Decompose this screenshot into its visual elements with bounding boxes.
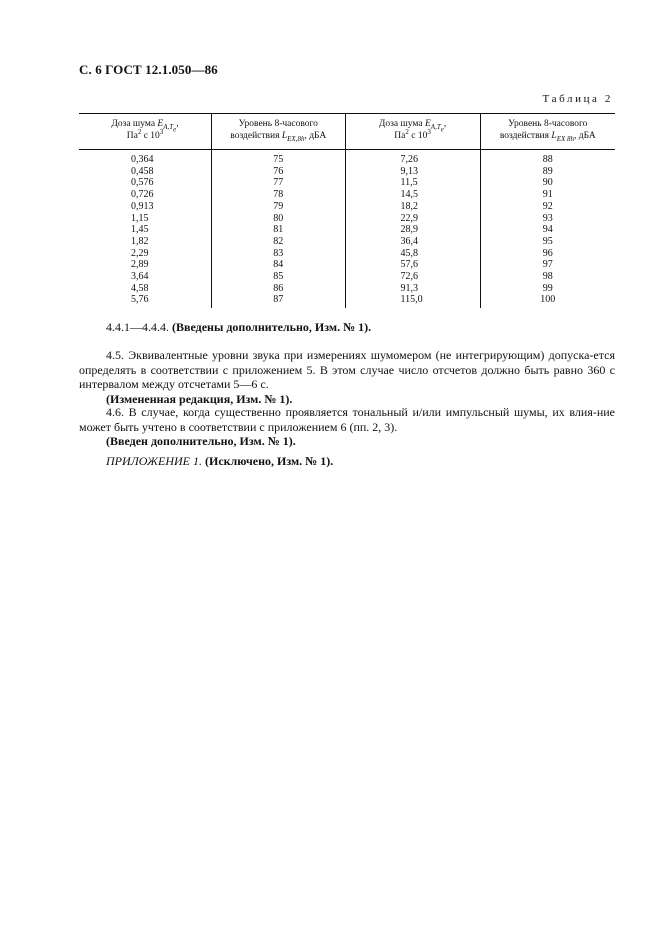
cell-value: 97 bbox=[542, 259, 553, 271]
cell-level-2 bbox=[480, 201, 615, 213]
cell-value: 91,3 bbox=[400, 282, 419, 294]
cell-value: 93 bbox=[542, 212, 553, 224]
cell-level-1 bbox=[212, 166, 346, 178]
cell-level-1 bbox=[212, 201, 346, 213]
header-noise-dose-1: Доза шума $E_{A,T_e}$, $Па^2$ с $10^3$ bbox=[79, 114, 212, 150]
table-row bbox=[79, 259, 615, 271]
section-4-5 bbox=[79, 348, 615, 406]
cell-value: 3,64 bbox=[131, 271, 149, 283]
table-caption: Таблица 2 bbox=[542, 93, 613, 105]
cell-value: 28,9 bbox=[400, 224, 419, 236]
cell-value: 88 bbox=[542, 154, 553, 165]
cell-level-2 bbox=[480, 189, 615, 201]
table-row bbox=[79, 177, 615, 189]
table-row bbox=[79, 189, 615, 201]
cell-dose-1 bbox=[79, 259, 212, 271]
cell-value: 77 bbox=[273, 177, 284, 189]
cell-dose-2 bbox=[345, 236, 480, 248]
table-body bbox=[79, 150, 615, 309]
cell-dose-2 bbox=[345, 224, 480, 236]
cell-value: 0,458 bbox=[131, 165, 154, 177]
cell-dose-2 bbox=[345, 150, 480, 166]
cell-value: 72,6 bbox=[400, 271, 419, 283]
cell-dose-2 bbox=[345, 166, 480, 178]
cell-level-1 bbox=[212, 213, 346, 225]
cell-level-1 bbox=[212, 224, 346, 236]
cell-level-2 bbox=[480, 271, 615, 283]
amendment-note: (Исключено, Изм. № 1). bbox=[204, 454, 334, 468]
cell-dose-1 bbox=[79, 271, 212, 283]
header-exposure-level-1: Уровень 8-часового воздействия $L_{EX,8h}$, дБА bbox=[212, 114, 346, 150]
cell-dose-2 bbox=[345, 201, 480, 213]
cell-dose-2 bbox=[345, 177, 480, 189]
cell-value: 4,58 bbox=[131, 282, 149, 294]
amendment-note: (Введен дополнительно, Изм. № 1). bbox=[106, 434, 296, 448]
cell-level-2 bbox=[480, 150, 615, 166]
cell-value: 18,2 bbox=[400, 200, 419, 212]
table-row bbox=[79, 294, 615, 308]
cell-value: 95 bbox=[542, 235, 553, 247]
cell-value: 91 bbox=[542, 189, 553, 201]
cell-level-1 bbox=[212, 236, 346, 248]
cell-value: 85 bbox=[273, 271, 284, 283]
cell-dose-2 bbox=[345, 283, 480, 295]
cell-value: 82 bbox=[273, 235, 284, 247]
cell-value: 14,5 bbox=[400, 189, 419, 201]
appendix-1-note bbox=[79, 454, 615, 469]
appendix-label: ПРИЛОЖЕНИЕ 1. bbox=[106, 454, 202, 468]
cell-dose-2 bbox=[345, 271, 480, 283]
table-row bbox=[79, 236, 615, 248]
cell-level-1 bbox=[212, 294, 346, 308]
cell-level-2 bbox=[480, 213, 615, 225]
table-header-row bbox=[79, 114, 615, 150]
cell-dose-2 bbox=[345, 294, 480, 308]
cell-value: 9,13 bbox=[400, 165, 419, 177]
cell-level-2 bbox=[480, 236, 615, 248]
dose-level-table bbox=[79, 113, 615, 308]
cell-value: 83 bbox=[273, 247, 284, 259]
cell-value: 90 bbox=[542, 177, 553, 189]
cell-value: 79 bbox=[273, 200, 284, 212]
amendment-note: (Измененная редакция, Изм. № 1). bbox=[106, 391, 293, 406]
cell-dose-2 bbox=[345, 189, 480, 201]
cell-dose-2 bbox=[345, 213, 480, 225]
cell-value: 0,364 bbox=[131, 154, 154, 165]
cell-value: 0,726 bbox=[131, 189, 154, 201]
cell-dose-1 bbox=[79, 201, 212, 213]
table-row bbox=[79, 283, 615, 295]
table-row bbox=[79, 271, 615, 283]
cell-level-1 bbox=[212, 283, 346, 295]
header-exposure-level-2: Уровень 8-часового воздействия $L_{EX 8h}$, дБА bbox=[480, 114, 615, 150]
paragraph-4-6: 4.6. В случае, когда существенно проявляется тональный и/или импульсный шумы, их влия-ние может быть учтено в соответствии с приложением 6 (пп. 2, 3). bbox=[79, 405, 615, 434]
cell-dose-2 bbox=[345, 259, 480, 271]
cell-value: 80 bbox=[273, 212, 284, 224]
paragraph-4-4-1: 4.4.1—4.4.4. (Введены дополнительно, Изм. № 1). bbox=[106, 320, 372, 334]
cell-dose-1 bbox=[79, 294, 212, 308]
table-row bbox=[79, 201, 615, 213]
cell-value: 87 bbox=[273, 294, 284, 306]
table-row bbox=[79, 248, 615, 260]
amendment-note: (Введены дополнительно, Изм. № 1). bbox=[172, 320, 372, 334]
cell-level-1 bbox=[212, 271, 346, 283]
cell-value: 0,576 bbox=[131, 177, 154, 189]
cell-dose-1 bbox=[79, 177, 212, 189]
cell-dose-1 bbox=[79, 248, 212, 260]
cell-value: 92 bbox=[542, 200, 553, 212]
cell-value: 1,82 bbox=[131, 235, 149, 247]
cell-level-2 bbox=[480, 283, 615, 295]
cell-dose-1 bbox=[79, 224, 212, 236]
table-row bbox=[79, 150, 615, 166]
header-noise-dose-2: Доза шума $E_{A,T_e}$, $Па^2$ с $10^3$ bbox=[345, 114, 480, 150]
cell-level-2 bbox=[480, 259, 615, 271]
cell-level-1 bbox=[212, 177, 346, 189]
cell-level-2 bbox=[480, 166, 615, 178]
cell-dose-2 bbox=[345, 248, 480, 260]
cell-value: 36,4 bbox=[400, 235, 419, 247]
cell-dose-1 bbox=[79, 213, 212, 225]
cell-value: 57,6 bbox=[400, 259, 419, 271]
cell-value: 5,76 bbox=[131, 294, 149, 306]
cell-value: 99 bbox=[542, 282, 553, 294]
cell-dose-1 bbox=[79, 166, 212, 178]
cell-value: 78 bbox=[273, 189, 284, 201]
cell-level-1 bbox=[212, 189, 346, 201]
paragraph-4-5: 4.5. Эквивалентные уровни звука при измерениях шумомером (не интегрирующим) допуска-ется определять в соответствии с приложением 5. В этом случае число отсчетов должно быть равно 360 с интервалом между отсчетами 5—6 с. bbox=[79, 348, 615, 391]
table-row bbox=[79, 224, 615, 236]
cell-value: 75 bbox=[273, 154, 284, 165]
cell-dose-1 bbox=[79, 283, 212, 295]
table-row bbox=[79, 166, 615, 178]
cell-value: 76 bbox=[273, 165, 284, 177]
cell-value: 89 bbox=[542, 165, 553, 177]
table-row bbox=[79, 213, 615, 225]
cell-value: 2,89 bbox=[131, 259, 149, 271]
section-4-6 bbox=[79, 405, 615, 449]
cell-value: 7,26 bbox=[400, 154, 419, 165]
cell-level-2 bbox=[480, 224, 615, 236]
cell-value: 96 bbox=[542, 247, 553, 259]
cell-level-2 bbox=[480, 294, 615, 308]
cell-value: 0,913 bbox=[131, 200, 154, 212]
cell-level-2 bbox=[480, 177, 615, 189]
cell-value: 86 bbox=[273, 282, 284, 294]
cell-value: 45,8 bbox=[400, 247, 419, 259]
cell-value: 100 bbox=[540, 294, 556, 306]
cell-level-1 bbox=[212, 259, 346, 271]
cell-value: 1,45 bbox=[131, 224, 149, 236]
cell-value: 115,0 bbox=[400, 294, 423, 306]
section-4-4 bbox=[79, 320, 615, 335]
cell-value: 22,9 bbox=[400, 212, 419, 224]
cell-dose-1 bbox=[79, 236, 212, 248]
cell-value: 84 bbox=[273, 259, 284, 271]
cell-level-2 bbox=[480, 248, 615, 260]
cell-value: 94 bbox=[542, 224, 553, 236]
cell-value: 11,5 bbox=[400, 177, 418, 189]
cell-dose-1 bbox=[79, 189, 212, 201]
page-header: С. 6 ГОСТ 12.1.050—86 bbox=[79, 62, 218, 77]
cell-level-1 bbox=[212, 150, 346, 166]
cell-value: 81 bbox=[273, 224, 284, 236]
cell-value: 1,15 bbox=[131, 212, 149, 224]
cell-value: 2,29 bbox=[131, 247, 149, 259]
cell-level-1 bbox=[212, 248, 346, 260]
cell-value: 98 bbox=[542, 271, 553, 283]
cell-dose-1 bbox=[79, 150, 212, 166]
